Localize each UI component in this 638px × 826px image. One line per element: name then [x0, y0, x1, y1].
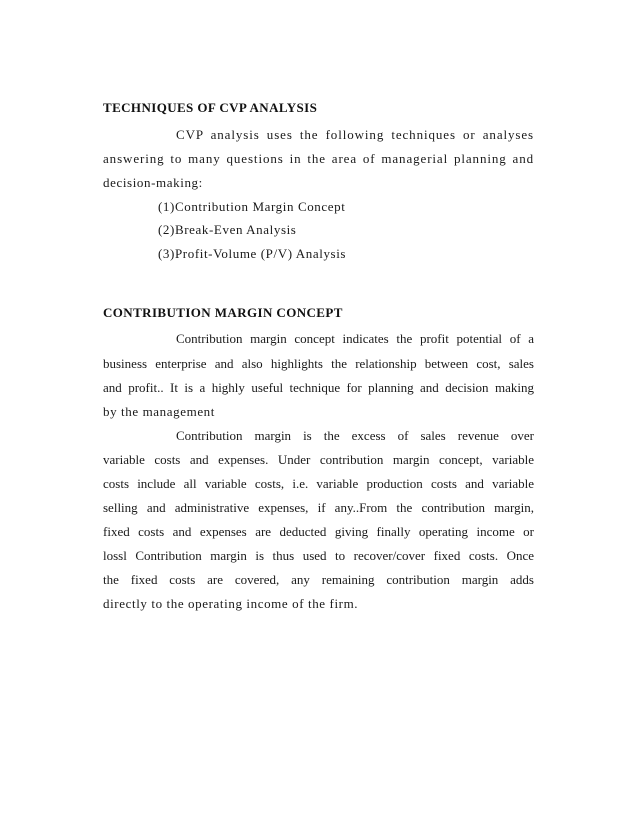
paragraph-line: the fixed costs are covered, any remaining contribution margin adds: [103, 572, 534, 587]
list-item: (1)Contribution Margin Concept: [158, 199, 346, 214]
paragraph-line: CVP analysis uses the following techniques or analyses: [176, 127, 534, 142]
paragraph-line: costs include all variable costs, i.e. variable production costs and variable: [103, 476, 534, 491]
paragraph-line: Contribution margin is the excess of sales revenue over: [176, 428, 534, 443]
paragraph-line: fixed costs and expenses are deducted giving finally operating income or: [103, 524, 534, 539]
paragraph-line: variable costs and expenses. Under contribution margin concept, variable: [103, 452, 534, 467]
paragraph-line: selling and administrative expenses, if any..From the contribution margin,: [103, 500, 534, 515]
section-heading-contribution-margin: CONTRIBUTION MARGIN CONCEPT: [103, 305, 343, 320]
paragraph-line: Contribution margin concept indicates the profit potential of a: [176, 331, 534, 346]
paragraph-line: directly to the operating income of the firm.: [103, 596, 359, 611]
paragraph-line: lossl Contribution margin is thus used to recover/cover fixed costs. Once: [103, 548, 534, 563]
paragraph-line: by the management: [103, 404, 215, 419]
paragraph-line: and profit.. It is a highly useful technique for planning and decision making: [103, 380, 534, 395]
list-item: (3)Profit-Volume (P/V) Analysis: [158, 246, 347, 261]
list-item: (2)Break-Even Analysis: [158, 222, 297, 237]
section-heading-cvp-techniques: TECHNIQUES OF CVP ANALYSIS: [103, 100, 318, 115]
paragraph-line: business enterprise and also highlights the relationship between cost, sales: [103, 356, 534, 371]
paragraph-line: decision-making:: [103, 175, 203, 190]
paragraph-line: answering to many questions in the area of managerial planning and: [103, 151, 534, 166]
